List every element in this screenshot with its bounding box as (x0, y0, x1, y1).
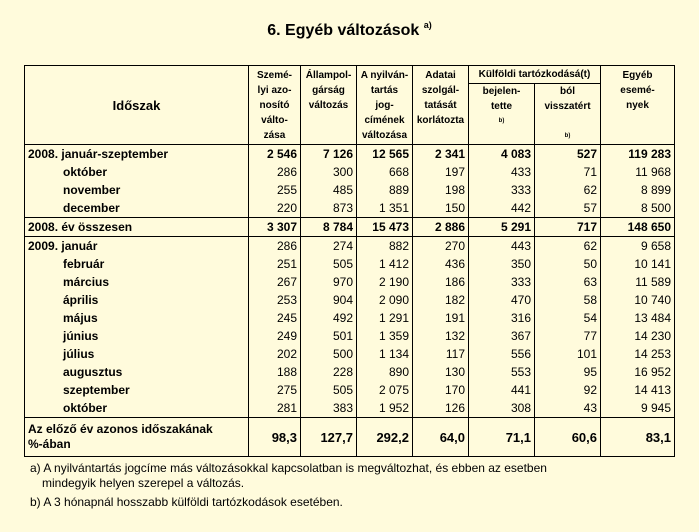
row-value: 228 (301, 363, 357, 381)
row-label: 2008. január-szeptember (25, 145, 249, 164)
header-other-events: Egyéb esemé- nyek (601, 66, 675, 145)
row-value: 668 (357, 163, 413, 181)
table-title-text: 6. Egyéb változások (267, 22, 420, 39)
row-value: 186 (413, 273, 469, 291)
row-value: 62 (535, 181, 601, 199)
row-value: 889 (357, 181, 413, 199)
row-value: 553 (469, 363, 535, 381)
table-row (25, 218, 675, 237)
header-abroad-returned-note: b) (564, 133, 571, 139)
row-value: 8 500 (601, 199, 675, 218)
row-value: 77 (535, 327, 601, 345)
table-row (25, 199, 675, 218)
row-label: december (25, 199, 249, 218)
row-value: 92 (535, 381, 601, 399)
row-value: 4 083 (469, 145, 535, 164)
row-value: 383 (301, 399, 357, 418)
row-value: 1 952 (357, 399, 413, 418)
row-value: 43 (535, 399, 601, 418)
row-value: 270 (413, 237, 469, 256)
row-value: 333 (469, 273, 535, 291)
summary-row (25, 418, 675, 457)
row-value: 50 (535, 255, 601, 273)
row-value: 14 413 (601, 381, 675, 399)
changes-table (24, 65, 675, 457)
row-value: 2 341 (413, 145, 469, 164)
row-value: 904 (301, 291, 357, 309)
row-value: 126 (413, 399, 469, 418)
row-value: 220 (249, 199, 301, 218)
row-value: 132 (413, 327, 469, 345)
row-value: 10 740 (601, 291, 675, 309)
row-value: 308 (469, 399, 535, 418)
row-value: 442 (469, 199, 535, 218)
header-abroad-reported: bejelen- tette $^{b)}$ (469, 84, 535, 145)
row-value: 970 (301, 273, 357, 291)
row-value: 197 (413, 163, 469, 181)
row-value: 1 359 (357, 327, 413, 345)
row-value: 251 (249, 255, 301, 273)
row-value: 2 075 (357, 381, 413, 399)
footnote-a: a) A nyilvántartás jogcíme más változásokkal kapcsolatban is megváltozhat, és ebben az esetben mindegyik helyen szerepel a változás. (30, 461, 547, 490)
row-value: 367 (469, 327, 535, 345)
row-value: 58 (535, 291, 601, 309)
row-value: 62 (535, 237, 601, 256)
row-label: 2009. január (25, 237, 249, 256)
row-value: 882 (357, 237, 413, 256)
row-value: 286 (249, 163, 301, 181)
table-row (25, 273, 675, 291)
row-label: május (25, 309, 249, 327)
row-label: október (25, 399, 249, 418)
summary-value: 83,1 (601, 418, 675, 457)
row-value: 501 (301, 327, 357, 345)
table-row (25, 309, 675, 327)
header-data-restriction: Adatai szolgál- tatását korlátozta (413, 66, 469, 145)
table-row (25, 255, 675, 273)
header-abroad-group: Külföldi tartózkodásá(t) (469, 66, 601, 84)
row-value: 148 650 (601, 218, 675, 237)
row-value: 441 (469, 381, 535, 399)
header-period: Időszak (25, 66, 249, 145)
row-value: 255 (249, 181, 301, 199)
header-abroad-reported-note: b) (498, 118, 505, 124)
row-value: 15 473 (357, 218, 413, 237)
row-value: 14 230 (601, 327, 675, 345)
table-row (25, 363, 675, 381)
row-value: 10 141 (601, 255, 675, 273)
row-label: június (25, 327, 249, 345)
row-label: július (25, 345, 249, 363)
row-value: 16 952 (601, 363, 675, 381)
row-value: 1 134 (357, 345, 413, 363)
row-value: 267 (249, 273, 301, 291)
summary-value: 98,3 (249, 418, 301, 457)
row-value: 95 (535, 363, 601, 381)
row-value: 485 (301, 181, 357, 199)
row-value: 9 945 (601, 399, 675, 418)
table-row (25, 381, 675, 399)
summary-value: 127,7 (301, 418, 357, 457)
row-value: 2 090 (357, 291, 413, 309)
row-value: 1 351 (357, 199, 413, 218)
row-value: 350 (469, 255, 535, 273)
row-value: 873 (301, 199, 357, 218)
row-value: 11 968 (601, 163, 675, 181)
row-value: 191 (413, 309, 469, 327)
row-value: 890 (357, 363, 413, 381)
row-value: 2 886 (413, 218, 469, 237)
row-label: április (25, 291, 249, 309)
row-value: 198 (413, 181, 469, 199)
row-value: 274 (301, 237, 357, 256)
row-value: 249 (249, 327, 301, 345)
row-value: 150 (413, 199, 469, 218)
row-value: 188 (249, 363, 301, 381)
row-value: 101 (535, 345, 601, 363)
row-value: 281 (249, 399, 301, 418)
header-registration-title-change: A nyilván- tartás jog- címének változása (357, 66, 413, 145)
row-value: 300 (301, 163, 357, 181)
table-body (25, 145, 675, 457)
row-label: október (25, 163, 249, 181)
row-value: 505 (301, 255, 357, 273)
row-value: 527 (535, 145, 601, 164)
row-value: 433 (469, 163, 535, 181)
row-label: november (25, 181, 249, 199)
table-row (25, 399, 675, 418)
row-label: február (25, 255, 249, 273)
row-value: 57 (535, 199, 601, 218)
header-id-change: Szemé- lyi azo- nosító válto- zása (249, 66, 301, 145)
row-value: 119 283 (601, 145, 675, 164)
table-row (25, 237, 675, 256)
row-value: 253 (249, 291, 301, 309)
summary-value: 292,2 (357, 418, 413, 457)
summary-value: 60,6 (535, 418, 601, 457)
row-value: 202 (249, 345, 301, 363)
row-value: 492 (301, 309, 357, 327)
summary-value: 71,1 (469, 418, 535, 457)
row-value: 333 (469, 181, 535, 199)
row-value: 500 (301, 345, 357, 363)
row-value: 2 546 (249, 145, 301, 164)
row-value: 5 291 (469, 218, 535, 237)
row-value: 556 (469, 345, 535, 363)
row-value: 286 (249, 237, 301, 256)
row-value: 117 (413, 345, 469, 363)
row-value: 8 784 (301, 218, 357, 237)
row-label: szeptember (25, 381, 249, 399)
row-value: 63 (535, 273, 601, 291)
row-label: augusztus (25, 363, 249, 381)
row-value: 7 126 (301, 145, 357, 164)
table-row (25, 327, 675, 345)
table-row (25, 163, 675, 181)
table-title (0, 22, 699, 40)
title-footnote-mark: a) (423, 20, 432, 30)
row-value: 71 (535, 163, 601, 181)
row-value: 14 253 (601, 345, 675, 363)
row-value: 8 899 (601, 181, 675, 199)
row-value: 11 589 (601, 273, 675, 291)
row-value: 54 (535, 309, 601, 327)
summary-label: Az előző év azonos időszakának %-ában (25, 418, 249, 457)
row-value: 2 190 (357, 273, 413, 291)
header-citizenship-change: Állampol- gárság változás (301, 66, 357, 145)
table-row (25, 345, 675, 363)
table-row (25, 145, 675, 164)
row-value: 436 (413, 255, 469, 273)
row-value: 9 658 (601, 237, 675, 256)
footnotes (30, 461, 670, 510)
header-abroad-returned: ból visszatért $^{b)}$ (535, 84, 601, 145)
footnote-b: b) A 3 hónapnál hosszabb külföldi tartózkodások esetében. (30, 495, 343, 509)
row-value: 3 307 (249, 218, 301, 237)
row-value: 170 (413, 381, 469, 399)
row-label: március (25, 273, 249, 291)
row-value: 1 412 (357, 255, 413, 273)
row-value: 717 (535, 218, 601, 237)
row-value: 316 (469, 309, 535, 327)
table-row (25, 291, 675, 309)
row-value: 182 (413, 291, 469, 309)
row-label: 2008. év összesen (25, 218, 249, 237)
row-value: 443 (469, 237, 535, 256)
row-value: 470 (469, 291, 535, 309)
table-row (25, 181, 675, 199)
row-value: 12 565 (357, 145, 413, 164)
row-value: 13 484 (601, 309, 675, 327)
row-value: 505 (301, 381, 357, 399)
row-value: 1 291 (357, 309, 413, 327)
row-value: 245 (249, 309, 301, 327)
row-value: 130 (413, 363, 469, 381)
row-value: 275 (249, 381, 301, 399)
summary-value: 64,0 (413, 418, 469, 457)
